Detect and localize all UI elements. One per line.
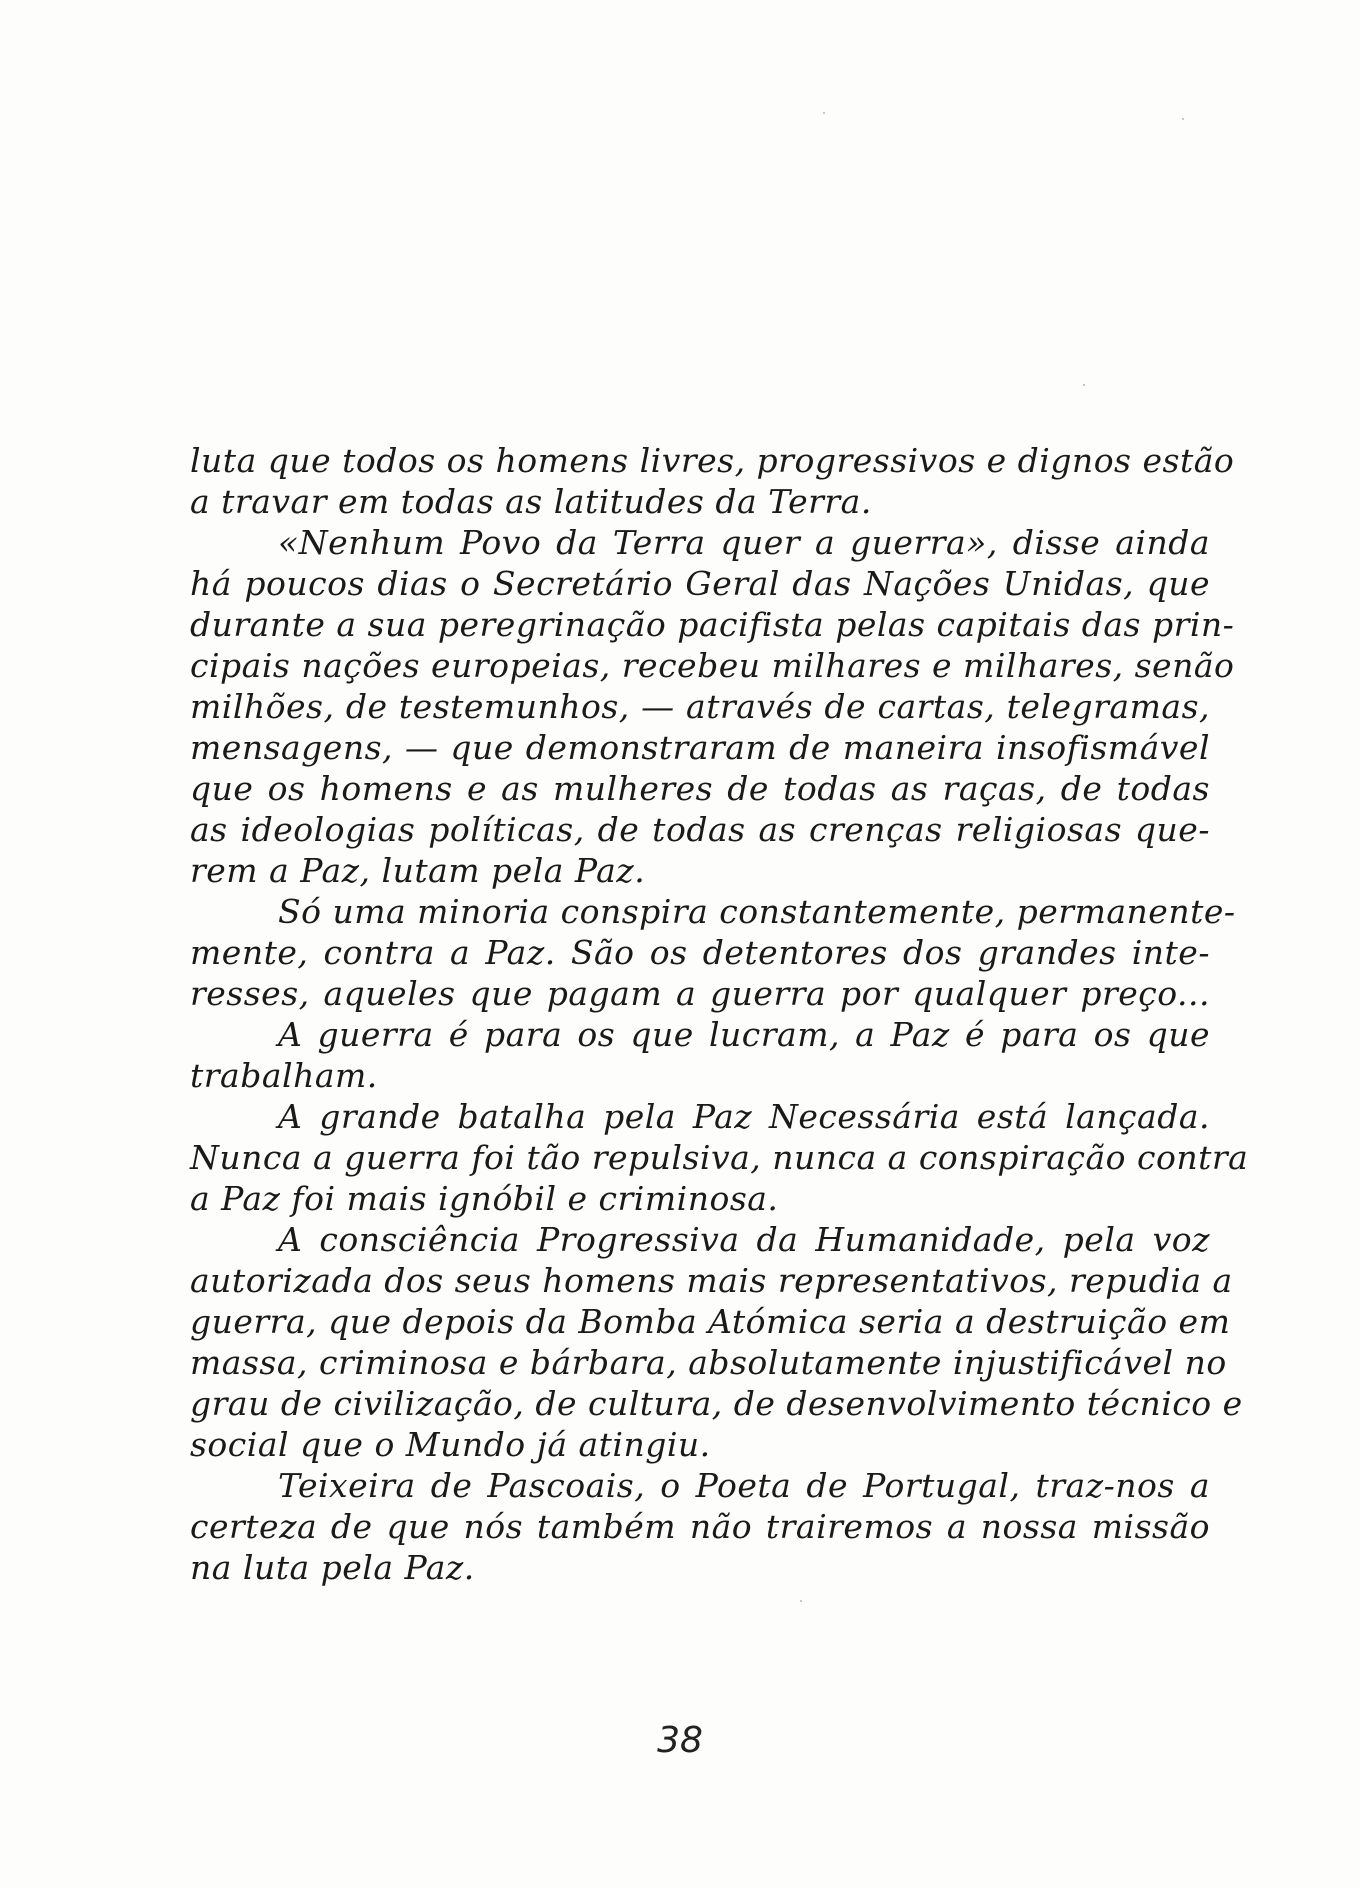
text-line: autorizada dos seus homens mais representativos, repudia a: [190, 1261, 1233, 1300]
text-line: a travar em todas as latitudes da Terra.: [190, 482, 872, 521]
paper-speck: [823, 112, 825, 114]
text-line: Teixeira de Pascoais, o Poeta de Portugal, traz-nos a: [278, 1466, 1210, 1505]
text-line: mente, contra a Paz. São os detentores dos grandes inte-: [190, 933, 1210, 972]
text-line: milhões, de testemunhos, — através de cartas, telegramas,: [190, 687, 1210, 726]
text-line: social que o Mundo já atingiu.: [190, 1425, 711, 1464]
text-line: mensagens, — que demonstraram de maneira insofismável: [190, 728, 1210, 767]
text-line: Nunca a guerra foi tão repulsiva, nunca a conspiração contra: [190, 1138, 1249, 1177]
text-line: a Paz foi mais ignóbil e criminosa.: [190, 1179, 779, 1218]
text-line: que os homens e as mulheres de todas as raças, de todas: [190, 769, 1210, 808]
text-line: na luta pela Paz.: [190, 1548, 475, 1587]
text-line: A guerra é para os que lucram, a Paz é para os que: [278, 1015, 1210, 1054]
text-line: A consciência Progressiva da Humanidade, pela voz: [278, 1220, 1210, 1259]
text-line: guerra, que depois da Bomba Atómica seria a destruição em: [190, 1302, 1231, 1341]
text-line: A grande batalha pela Paz Necessária está lançada.: [278, 1097, 1210, 1136]
paper-speck: [1083, 384, 1085, 386]
paper-speck: [800, 1600, 802, 1602]
text-line: «Nenhum Povo da Terra quer a guerra», disse ainda: [278, 523, 1210, 562]
text-line: as ideologias políticas, de todas as crenças religiosas que-: [190, 810, 1210, 849]
paper-speck: [1182, 118, 1184, 120]
text-line: resses, aqueles que pagam a guerra por qualquer preço...: [190, 974, 1210, 1013]
text-line: há poucos dias o Secretário Geral das Nações Unidas, que: [190, 564, 1210, 603]
body-text: [190, 440, 1249, 1588]
text-line: luta que todos os homens livres, progressivos e dignos estão: [190, 441, 1235, 480]
text-line: grau de civilização, de cultura, de desenvolvimento técnico e: [190, 1384, 1243, 1423]
text-line: cipais nações europeias, recebeu milhares e milhares, senão: [190, 646, 1235, 685]
text-line: Só uma minoria conspira constantemente, permanente-: [278, 892, 1236, 931]
text-line: rem a Paz, lutam pela Paz.: [190, 851, 646, 890]
text-line: certeza de que nós também não trairemos a nossa missão: [190, 1507, 1210, 1546]
text-line: durante a sua peregrinação pacifista pelas capitais das prin-: [190, 605, 1235, 644]
text-line: trabalham.: [190, 1056, 378, 1095]
text-line: massa, criminosa e bárbara, absolutamente injustificável no: [190, 1343, 1227, 1382]
page-number: 38: [657, 1720, 703, 1761]
